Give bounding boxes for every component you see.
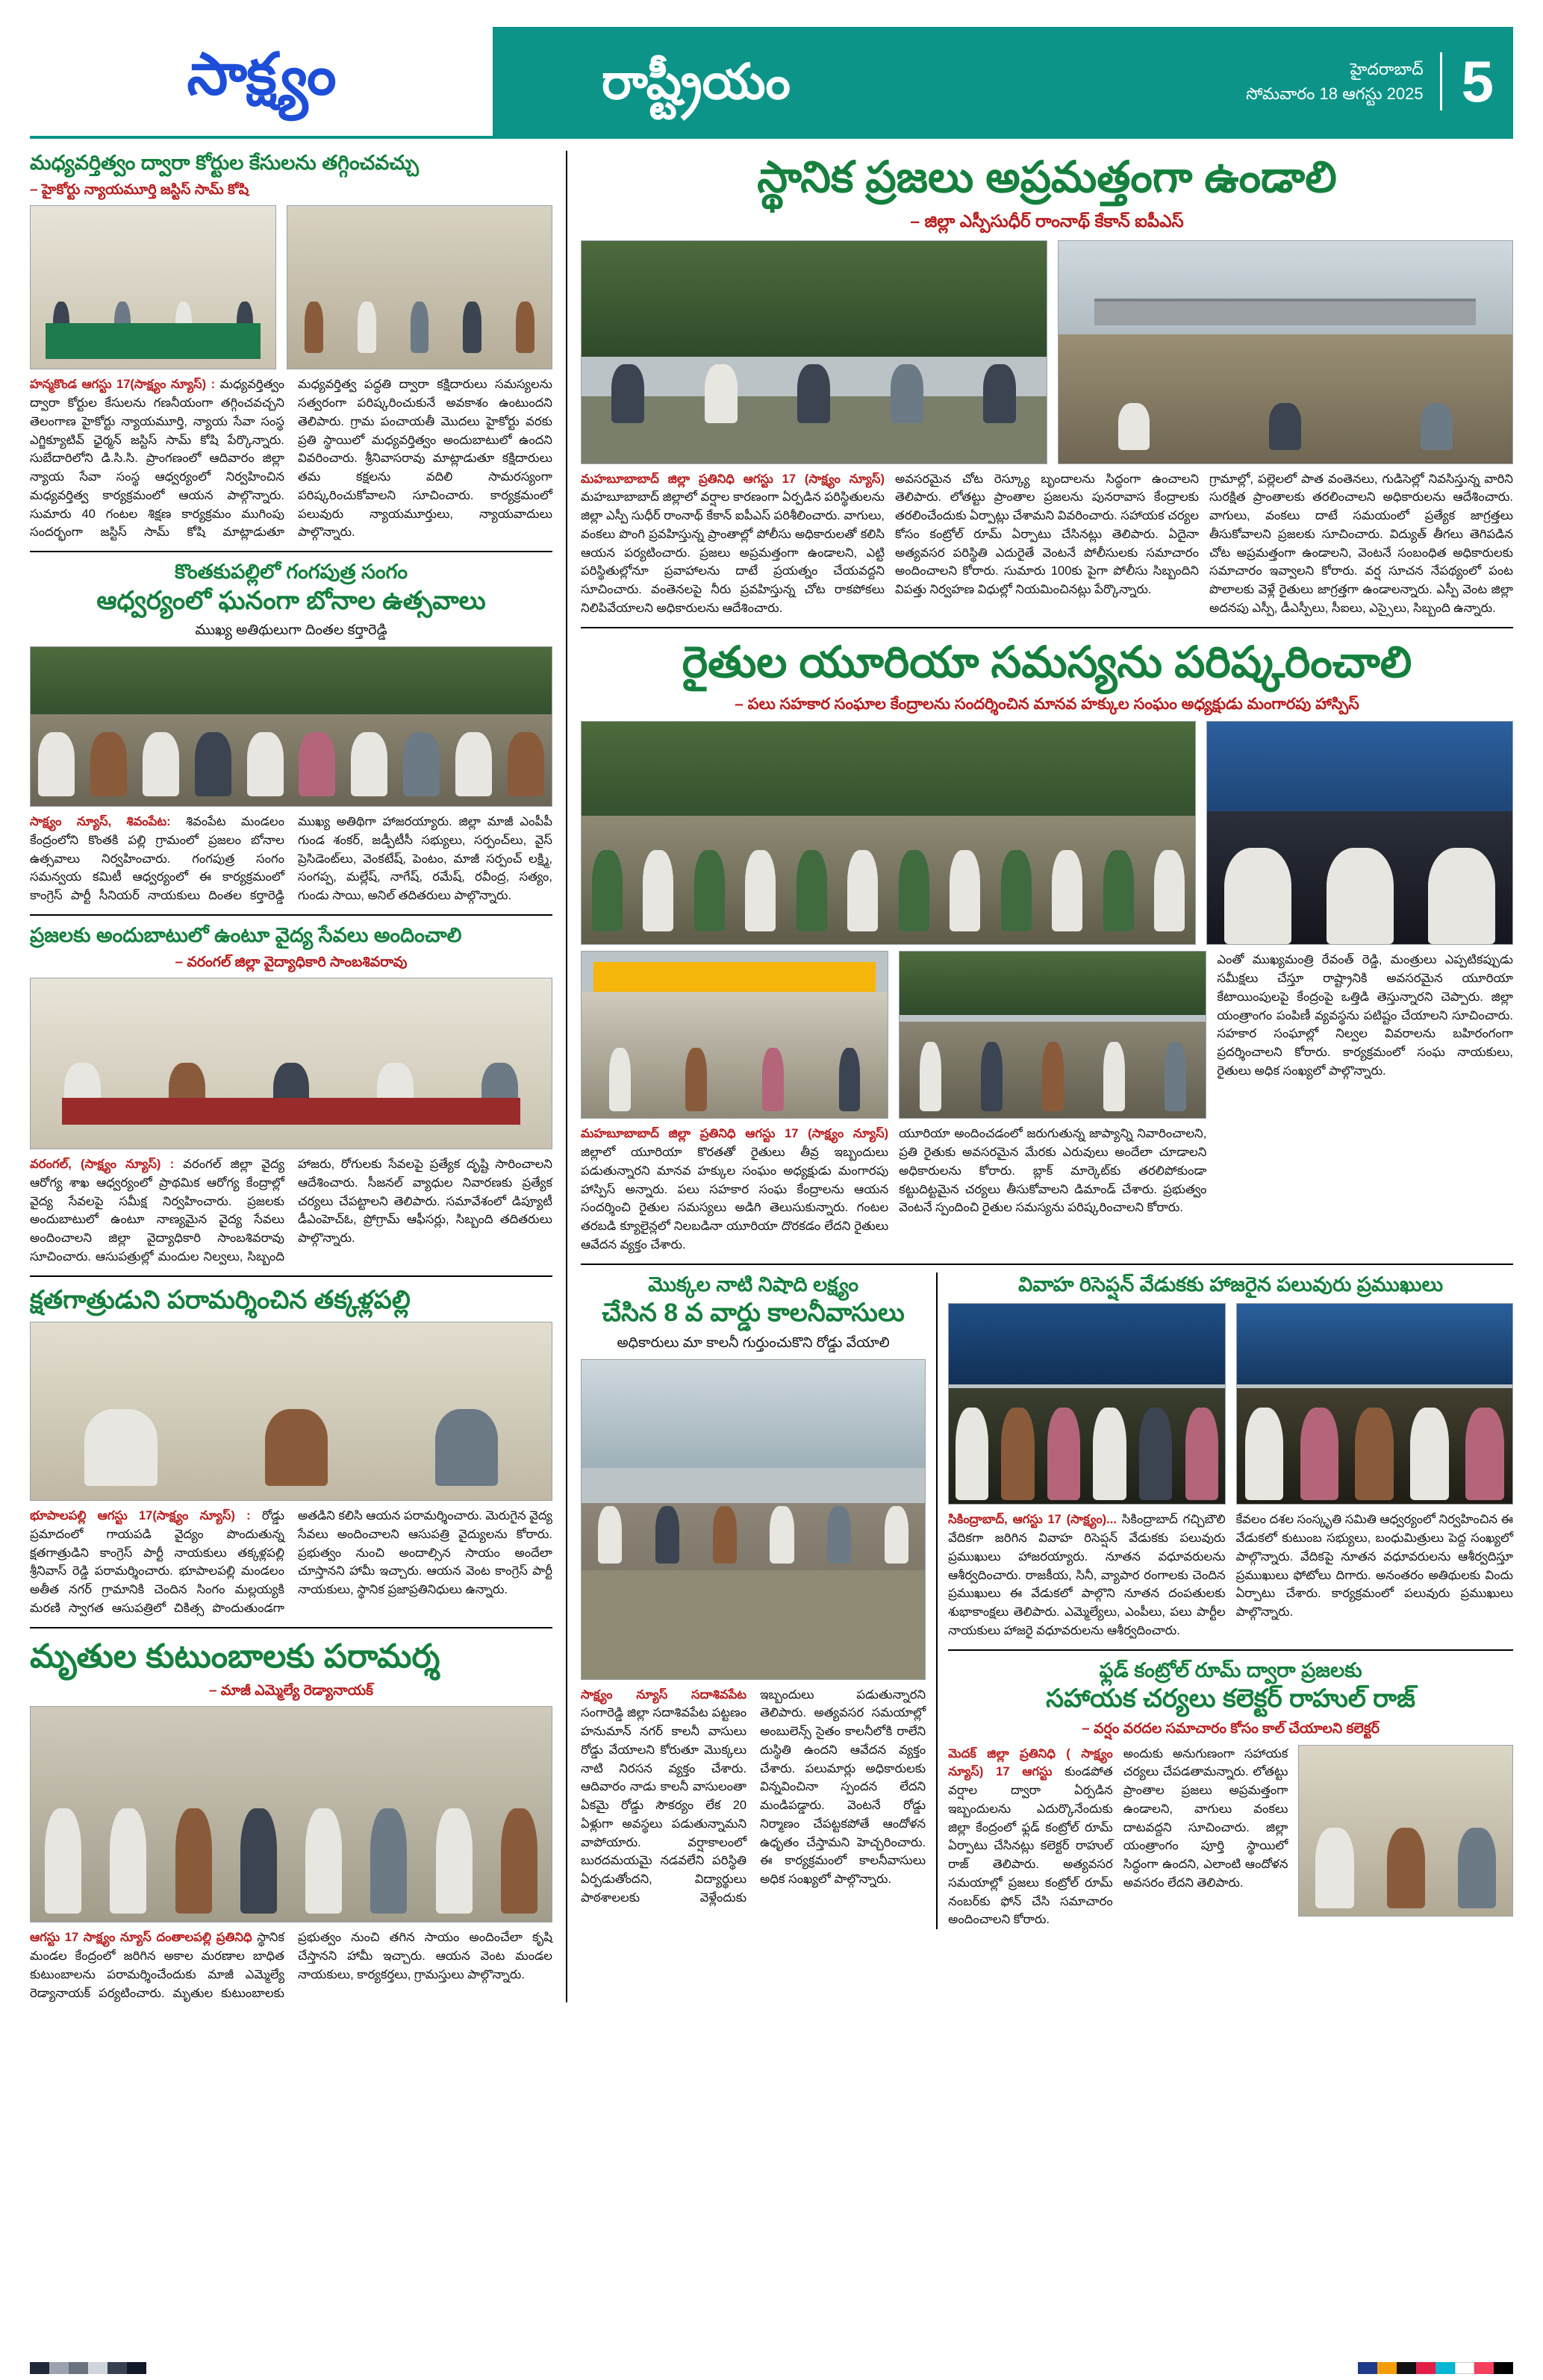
lead-byline: – జిల్లా ఎస్పీసుధీర్ రాంనాథ్ కేకాన్ ఐపీఎస్: [910, 210, 1184, 231]
article-body: [30, 1928, 552, 2002]
article-byline: – పలు సహకార సంఘాల కేంద్రాలను సందర్శించిన మానవ హక్కుల సంఘం అధ్యక్షుడు మంగారపు హాస్పిస్: [735, 696, 1359, 713]
article-dateline: ఆగస్టు 17 సాక్ష్యం న్యూస్‌ దంతాలపల్లి ప్రతినిధి: [30, 1931, 252, 1945]
lead-body-col2: అవసరమైన చోట రెస్క్యూ బృందాలను సిద్ధంగా ఉంచాలని తెలిపారు. లోతట్టు ప్రాంతాల ప్రజలను పునరావాస కేంద్రాలకు తరలించేందుకు ఏర్పాట్లు చేశామని వివరించారు. సహాయక చర్యల కోసం కంట్రోల్ రూమ్ ఏర్పాటు చేసినట్లు తెలిపారు. ఏదైనా అత్యవసర పరిస్థితి ఎదురైతే వెంటనే పోలీసులకు సమాచారం అందించాలని కోరారు. సుమారు 100కు పైగా పోలీసు సిబ్బందిని విపత్తు నిర్వహణ విధుల్లో నియమించినట్లు పేర్కొన్నారు.: [895, 472, 1199, 597]
article-photo: [30, 1706, 552, 1923]
article-body: [30, 813, 552, 905]
article-lead-sp-alert: [581, 151, 1513, 618]
article-dateline: వరంగల్, (సాక్ష్యం న్యూస్‌) :: [30, 1158, 175, 1172]
article-kicker: మొక్కల నాటి నిషాది లక్ష్యం: [648, 1272, 859, 1296]
article-dateline: సికింద్రాబాద్, ఆగస్టు 17 (సాక్ష్యం)...: [948, 1513, 1117, 1527]
article-headline: మృతుల కుటుంబాలకు పరామర్శ: [30, 1637, 440, 1675]
article-photo: [30, 205, 276, 369]
lower-block: [581, 1272, 1513, 1929]
article-text-1: జిల్లాలో యూరియా కొరతతో రైతులు తీవ్ర ఇబ్బందులు పడుతున్నారని మానవ హక్కుల సంఘం అధ్యక్షుడు మంగారపు హాస్పిస్ అన్నారు. పలు సహకార సంఘ కేంద్రాలను ఆయన సందర్శించి రైతుల సమస్యలు అడిగి తెలుసుకున్నారు. గంటల తరబడి క్యూలైన్లలో నిలబడినా యూరియా దొరకడం లేదని రైతులు ఆవేదన వ్యక్తం చేశారు.: [581, 1146, 889, 1252]
right-column: [581, 151, 1513, 2002]
article-body-col2: యూరియా అందించడంలో జరుగుతున్న జాప్యాన్ని నివారించాలని, ప్రతి రైతుకు అవసరమైన మేరకు ఎరువులు అందేలా చూడాలని అధికారులను కోరారు. బ్లాక్ మార్కెట్‌కు తరలిపోకుండా కట్టుదిట్టమైన చర్యలు తీసుకోవాలని డిమాండ్ చేశారు. ప్రభుత్వం వెంటనే స్పందించి రైతుల సమస్యను పరిష్కరించాలని కోరారు.: [899, 1127, 1207, 1215]
article-headline: ప్రజలకు అందుబాటులో ఉంటూ వైద్య సేవలు అందించాలి: [30, 923, 462, 946]
article-text: రోడ్డు ప్రమాదంలో గాయపడి వైద్యం పొందుతున్న క్షతగాత్రుడిని కాంగ్రెస్ పార్టీ నాయకులు తక్కళ్లపల్లి శ్రీనివాస్ రెడ్డి పరామర్శించారు. భూపాలపల్లి మండలం అతీత నగర్ గ్రామానికి చెందిన సింగం మల్లయ్యకి మరణి స్వాగత ఆసుపత్రిలో చికిత్స పొందుతుండగా అతడిని కలిసి ఆయన పరామర్శించారు. మెరుగైన వైద్య సేవలు అందించాలని ఆసుపత్రి వైద్యులను కోరారు. ప్రభుత్వం నుంచి అందాల్సిన సాయం అందేలా చూస్తానని హామీ ఇచ్చారు. ఆయన వెంట కాంగ్రెస్ పార్టీ నాయకులు, స్థానిక ప్రజాప్రతినిధులు ఉన్నారు.: [30, 1509, 552, 1615]
article-photo-rally: [581, 721, 1196, 945]
article-headline: సహాయక చర్యలు కలెక్టర్ రాహుల్ రాజ్: [1046, 1684, 1415, 1714]
masthead: [30, 27, 1513, 139]
article-photo: [581, 1359, 926, 1680]
article-bonalu: [30, 560, 552, 905]
article-photo-secondary: [287, 205, 552, 369]
article-text-1: కుండపోత వర్షాల ద్వారా ఏర్పడిన ఇబ్బందులను ఎదుర్కొనేందుకు జిల్లా కేంద్రంలో ఫ్లడ్ కంట్రోల్ రూమ్ ఏర్పాటు చేసినట్లు కలెక్టర్ రాహుల్ రాజ్ తెలిపారు. అత్యవసర సమయాల్లో ప్రజలు కంట్రోల్ రూమ్ నంబర్‌కు ఫోన్ చేసి సమాచారం అందించాలని కోరారు.: [948, 1765, 1113, 1927]
article-photo: [30, 646, 552, 807]
article-dateline: భూపాలపల్లి ఆగస్టు 17(సాక్ష్యం న్యూస్‌) :: [30, 1509, 251, 1523]
article-headline: ఆధ్వర్యంలో ఘనంగా బోనాల ఉత్సవాలు: [96, 586, 486, 615]
article-body: [30, 375, 552, 542]
article-headline: చేసిన 8 వ వార్డు కాలనీవాసులు: [602, 1299, 905, 1328]
article-text-1: సికింద్రాబాద్ గచ్చిబౌలి వేదికగా జరిగిన వివాహ రిసెప్షన్ వేడుకకు పలువురు ప్రముఖులు హాజరయ్యారు. నూతన వధూవరులను ఆశీర్వదించారు. రాజకీయ, సినీ, వ్యాపార రంగాలకు చెందిన ప్రముఖులు ఈ వేడుకలో పాల్గొని నూతన దంపతులకు శుభాకాంక్షలు తెలిపారు. ఎమ్మెల్యేలు, ఎంపీలు, పలు పార్టీల నాయకులు హాజరై వధూవరులను ఆశీర్వదించారు.: [948, 1513, 1226, 1637]
registration-colorbar-left: [30, 2362, 146, 2374]
article-photo: [30, 1322, 552, 1501]
article-byline: – హైకోర్టు న్యాయమూర్తి జస్టిస్ సామ్ కోషి: [30, 181, 249, 198]
article-kicker: ఫ్లడ్ కంట్రోల్ రూమ్ ద్వారా ప్రజలకు: [1099, 1658, 1362, 1681]
article-plantation-protest: [581, 1272, 926, 1929]
page-content: [30, 151, 1513, 2002]
article-byline: – వరంగల్ జిల్లా వైద్యాధికారి సాంబశివరావు: [175, 954, 408, 970]
article-dateline: సాక్ష్యం న్యూస్‌, శివంపేట:: [30, 815, 171, 829]
article-injured-visit: [30, 1284, 552, 1618]
edition-city: హైదరాబాద్: [1350, 60, 1424, 78]
article-body: [30, 1155, 552, 1266]
article-headline: రైతుల యూరియా సమస్యను పరిష్కరించాలి: [682, 637, 1412, 687]
article-dateline: సాక్ష్యం న్యూస్‌ సదాశివపేట: [581, 1687, 747, 1702]
article-photo: [30, 978, 552, 1149]
article-wedding-reception: [948, 1272, 1513, 1640]
article-byline: – మాజీ ఎమ్మెల్యే రెడ్యానాయక్: [208, 1682, 374, 1699]
article-photo-2: [1236, 1303, 1513, 1505]
article-body-col2: కేవలం దశల సంస్కృతి సమితి ఆధ్వర్యంలో నిర్వహించిన ఈ వేడుకలో కుటుంబ సభ్యులు, బంధుమిత్రులు పెద్ద సంఖ్యలో పాల్గొన్నారు. వేదికపై నూతన వధూవరులను ఆశీర్వదిస్తూ ప్రముఖులు ఫోటోలు దిగారు. అనంతరం అతిథులకు విందు ఏర్పాటు చేశారు. కార్యక్రమంలో పలువురు ప్రముఖులు పాల్గొన్నారు.: [1235, 1513, 1513, 1620]
registration-colorbar-right: [1358, 2362, 1513, 2374]
article-body-col3: ఎంతో ముఖ్యమంత్రి రేవంత్ రెడ్డి, మంత్రులు ఎప్పటికప్పుడు సమీక్షలు చేస్తూ రాష్ట్రానికి అవసరమైన యూరియా కేటాయింపులపై కేంద్రంపై ఒత్తిడి తెస్తున్నారని చెప్పారు. జిల్లా యంత్రాంగం పంపిణీ వ్యవస్థను పటిష్టం చేయాలని సూచించారు. సహకార సంఘాల్లో నిల్వల వివరాలను బహిరంగంగా ప్రదర్శించాలని కోరారు. కార్యక్రమంలో సంఘ నాయకులు, రైతులు అధిక సంఖ్యలో పాల్గొన్నారు.: [1217, 953, 1513, 1078]
lower-right-stack: [948, 1272, 1513, 1929]
article-photo-queue: [899, 951, 1206, 1119]
column-divider: [936, 1272, 938, 1929]
article-subhead: ముఖ్య అతిథులుగా దింతల కర్తారెడ్డి: [195, 622, 387, 639]
article-condolence: [30, 1636, 552, 2003]
column-divider: [566, 151, 567, 2002]
article-body-col1: [948, 1745, 1113, 1930]
article-dateline: మహబూబాబాద్ జిల్లా ప్రతినిధి ఆగస్టు 17 (సాక్ష్యం న్యూస్‌): [581, 1127, 889, 1141]
article-flood-control: [948, 1658, 1513, 1929]
article-mediation: [30, 151, 552, 542]
article-text: వరంగల్ జిల్లా వైద్య ఆరోగ్య శాఖ ఆధ్వర్యంలో ప్రాథమిక ఆరోగ్య కేంద్రాల్లో వైద్య సేవలపై సమీక్ష నిర్వహించారు. ప్రజలకు అందుబాటులో ఉంటూ నాణ్యమైన వైద్య సేవలు అందించాలని జిల్లా వైద్యాధికారి సాంబశివరావు సూచించారు. ఆసుపత్రుల్లో మందుల నిల్వలు, సిబ్బంది హాజరు, రోగులకు సేవలపై ప్రత్యేక దృష్టి సారించాలని ఆదేశించారు. సీజనల్ వ్యాధుల నివారణకు ప్రత్యేక చర్యలు చేపట్టాలని తెలిపారు. సమావేశంలో డిప్యూటీ డీఎంహెచ్ఓ, ప్రోగ్రామ్ ఆఫీసర్లు, సిబ్బంది తదితరులు పాల్గొన్నారు.: [30, 1158, 552, 1264]
article-body: [30, 1507, 552, 1618]
page-number: 5: [1440, 52, 1494, 110]
article-subhead: అధికారులు మా కాలనీ గుర్తుంచుకొని రోడ్డు వేయాలి: [617, 1334, 890, 1351]
masthead-band: [493, 27, 1513, 136]
article-headline: మధ్యవర్తిత్వం ద్వారా కోర్టుల కేసులను తగ్గించవచ్చు: [30, 152, 419, 174]
article-text: శివంపేట మండలం కేంద్రంలోని కొంతకి పల్లి గ్రామంలో ప్రజలం బోనాల ఉత్సవాలు నిర్వహించారు. గంగపుత్ర సంగం సమన్వయ కమిటీ ఆధ్వర్యంలో ఈ కార్యక్రమంలో కాంగ్రెస్ పార్టీ సీనియర్ నాయకులు దింతల కర్తారెడ్డి ముఖ్య అతిథిగా హాజరయ్యారు. జిల్లా మాజీ ఎంపీపీ గుండ శంకర్, జడ్పీటీసీ సభ్యులు, సర్పంచ్‌లు, వైస్ ప్రెసిడెంట్‌లు, వెంకటేష్, పెంటం, మాజీ సర్పంచ్ లక్ష్మి, సంగప్ప, మల్లేష్, నాగేష్, రమేష్, రవీంద్ర, సత్యం, గుండు సాయి, అనిల్ తదితరులు పాల్గొన్నారు.: [30, 815, 552, 903]
article-urea-issue: [581, 636, 1513, 1255]
article-text: మధ్యవర్తిత్వం ద్వారా కోర్టుల కేసులను గణనీయంగా తగ్గించవచ్చని తెలంగాణ హైకోర్టు న్యాయమూర్తి, న్యాయ సేవా సంస్థ ఎగ్జిక్యూటివ్ ఛైర్మన్ జస్టిస్ సామ్ కోషి పేర్కొన్నారు. సుబేదారిలోని డి.సి.సి. ప్రాంగణంలో ఆదివారం జిల్లా న్యాయ సేవా సంస్థ ఆధ్వర్యంలో నిర్వహించిన మధ్యవర్తిత్వ కార్యక్రమంలో ఆయన పాల్గొన్నారు. సుమారు 40 గంటల శిక్షణ కార్యక్రమం ముగింపు సందర్భంగా జస్టిస్ సామ్ కోషి మాట్లాడుతూ మధ్యవర్తిత్వ పద్ధతి ద్వారా కక్షిదారులు సమస్యలను సత్వరంగా పరిష్కరించుకునే అవకాశం ఉంటుందని తెలిపారు. గ్రామ పంచాయతీ మొదలు హైకోర్టు వరకు ప్రతి స్థాయిలో మధ్యవర్తిత్వం అందుబాటులో ఉందని వివరించారు. శ్రీనివాసరావు మాట్లాడుతూ కక్షిదారులు తమ కక్షలను వదిలి సామరస్యంగా పరిష్కరించుకోవాలని సూచించారు. కార్యక్రమంలో పలువురు న్యాయమూర్తులు, న్యాయవాదులు పాల్గొన్నారు.: [30, 378, 552, 540]
lead-photo-2: [1058, 240, 1514, 464]
article-dateline: హన్మకొండ ఆగస్టు 17(సాక్ష్యం న్యూస్‌) :: [30, 378, 216, 392]
article-body-col1: [581, 1125, 888, 1254]
lead-photo-1: [581, 240, 1047, 464]
left-column: [30, 151, 552, 2002]
article-body-col1: [948, 1511, 1225, 1640]
lead-body-col3: గ్రామాల్లో, పల్లెలలో పాత వంతెనలు, గుడిసెల్లో నివసిస్తున్న వారిని సురక్షిత ప్రాంతాలకు తరలించాలని అధికారులను ఆదేశించారు. వాగులు, వంకలు దాటే సమయంలో ప్రత్యేక జాగ్రత్తలు తీసుకోవాలని ప్రజలకు సూచించారు. విద్యుత్ తీగలు తెగిపడిన చోట అప్రమత్తంగా ఉండాలని, వెంటనే సంబంధిత అధికారులకు సమాచారం ఇవ్వాలని కోరారు. వర్ష సూచన నేపథ్యంలో పంట పొలాలకు వెళ్లే రైతులు జాగ్రత్తగా ఉండాలన్నారు. ఎస్పీ వెంట జిల్లా అదనపు ఎస్పీ, డీఎస్పీలు, సీఐలు, ఎస్సైలు, సిబ్బంది ఉన్నారు.: [1209, 472, 1513, 615]
lead-headline: స్థానిక ప్రజలు అప్రమత్తంగా ఉండాలి: [757, 153, 1337, 202]
article-text: సంగారెడ్డి జిల్లా సదాశివపేట పట్టణం హనుమాన్ నగర్ కాలనీ వాసులు రోడ్డు వేయాలని కోరుతూ మొక్కలు నాటి నిరసన వ్యక్తం చేశారు. ఆదివారం నాడు కాలనీ వాసులంతా ఏకమై రోడ్డు సౌకర్యం లేక 20 ఏళ్లుగా అవస్థలు పడుతున్నామని వాపోయారు. వర్షాకాలంలో బురదమయమై నడవలేని పరిస్థితి ఏర్పడుతోందని, విద్యార్థులు పాఠశాలలకు వెళ్లేందుకు ఇబ్బందులు పడుతున్నారని తెలిపారు. అత్యవసర సమయాల్లో అంబులెన్స్ సైతం కాలనీలోకి రాలేని దుస్థితి ఉందని ఆవేదన వ్యక్తం చేశారు. పలుమార్లు అధికారులకు విన్నవించినా స్పందన లేదని మండిపడ్డారు. వెంటనే రోడ్డు నిర్మాణం చేపట్టకపోతే ఆందోళన ఉధృతం చేస్తామని హెచ్చరించారు. ఈ కార్యక్రమంలో కాలనీవాసులు అధిక సంఖ్యలో పాల్గొన్నారు.: [581, 1687, 926, 1905]
article-health-services: [30, 923, 552, 1266]
newspaper-logo: [30, 27, 493, 136]
article-photo-shop: [581, 951, 888, 1119]
article-body: [581, 1686, 926, 1908]
section-title: రాష్ట్రీయం: [602, 54, 791, 109]
lead-text-1: మహబూబాబాద్ జిల్లాలో వర్షాల కారణంగా ఏర్పడిన పరిస్థితులను జిల్లా ఎస్పీ సుధీర్ రాంనాథ్ కేకాన్ ఐపీఎస్ పరిశీలించారు. వాగులు, వంకలు పొంగి ప్రవహిస్తున్న ప్రాంతాల్లో పోలీసు అధికారులతో కలిసి ఆయన పర్యటించారు. ప్రజలు అప్రమత్తంగా ఉండాలని, ఎట్టి పరిస్థితుల్లోనూ ప్రవాహాలను దాటే ప్రయత్నం చేయవద్దని సూచించారు. వంతెనలపై నీరు ప్రవహిస్తున్న చోట రాకపోకలు నిలిపివేయాలని అధికారులను ఆదేశించారు.: [581, 490, 885, 615]
article-photo-1: [948, 1303, 1225, 1505]
article-dateline: మెదక్ జిల్లా ప్రతినిధి ( సాక్ష్యం న్యూస్‌) 17 ఆగస్టు: [948, 1746, 1113, 1779]
logo-text: సాక్ష్యం: [187, 41, 336, 107]
masthead-meta: [1246, 49, 1494, 114]
article-byline: – వర్షం వరదల సమాచారం కోసం కాల్ చేయాలని కలెక్టర్: [1082, 1720, 1380, 1737]
article-headline: క్షతగాత్రుడుని పరామర్శించిన తక్కళ్లపల్లి: [30, 1285, 411, 1314]
article-photo: [1298, 1745, 1513, 1917]
article-headline: వివాహ రిసెప్షన్ వేడుకకు హాజరైన పలువురు ప్రముఖులు: [1018, 1272, 1444, 1296]
article-kicker: కొంతకుపల్లిలో గంగపుత్ర సంగం: [174, 560, 408, 584]
lead-body-col1: [581, 470, 885, 618]
edition-date: సోమవారం 18 ఆగస్టు 2025: [1246, 84, 1424, 103]
article-body-col2: అందుకు అనుగుణంగా సహాయక చర్యలు చేపడతామన్నారు. లోతట్టు ప్రాంతాల ప్రజలు అప్రమత్తంగా ఉండాలని, వాగులు వంకలు దాటవద్దని సూచించారు. జిల్లా యంత్రాంగం పూర్తి స్థాయిలో సిద్ధంగా ఉందని, ఎలాంటి ఆందోళన అవసరం లేదని తెలిపారు.: [1123, 1746, 1288, 1890]
article-text: స్థానిక మండల కేంద్రంలో జరిగిన అకాల మరణాల బాధిత కుటుంబాలను పరామర్శించేందుకు మాజీ ఎమ్మెల్యే రెడ్యానాయక్ పర్యటించారు. మృతుల కుటుంబాలకు ప్రభుత్వం నుంచి తగిన సాయం అందించేలా కృషి చేస్తానని హామీ ఇచ్చారు. ఆయన వెంట మండల నాయకులు, కార్యకర్తలు, గ్రామస్తులు పాల్గొన్నారు.: [30, 1931, 552, 2000]
article-photo-portrait: [1206, 721, 1513, 945]
lead-dateline: మహబూబాబాద్ జిల్లా ప్రతినిధి ఆగస్టు 17 (సాక్ష్యం న్యూస్‌): [581, 472, 885, 486]
